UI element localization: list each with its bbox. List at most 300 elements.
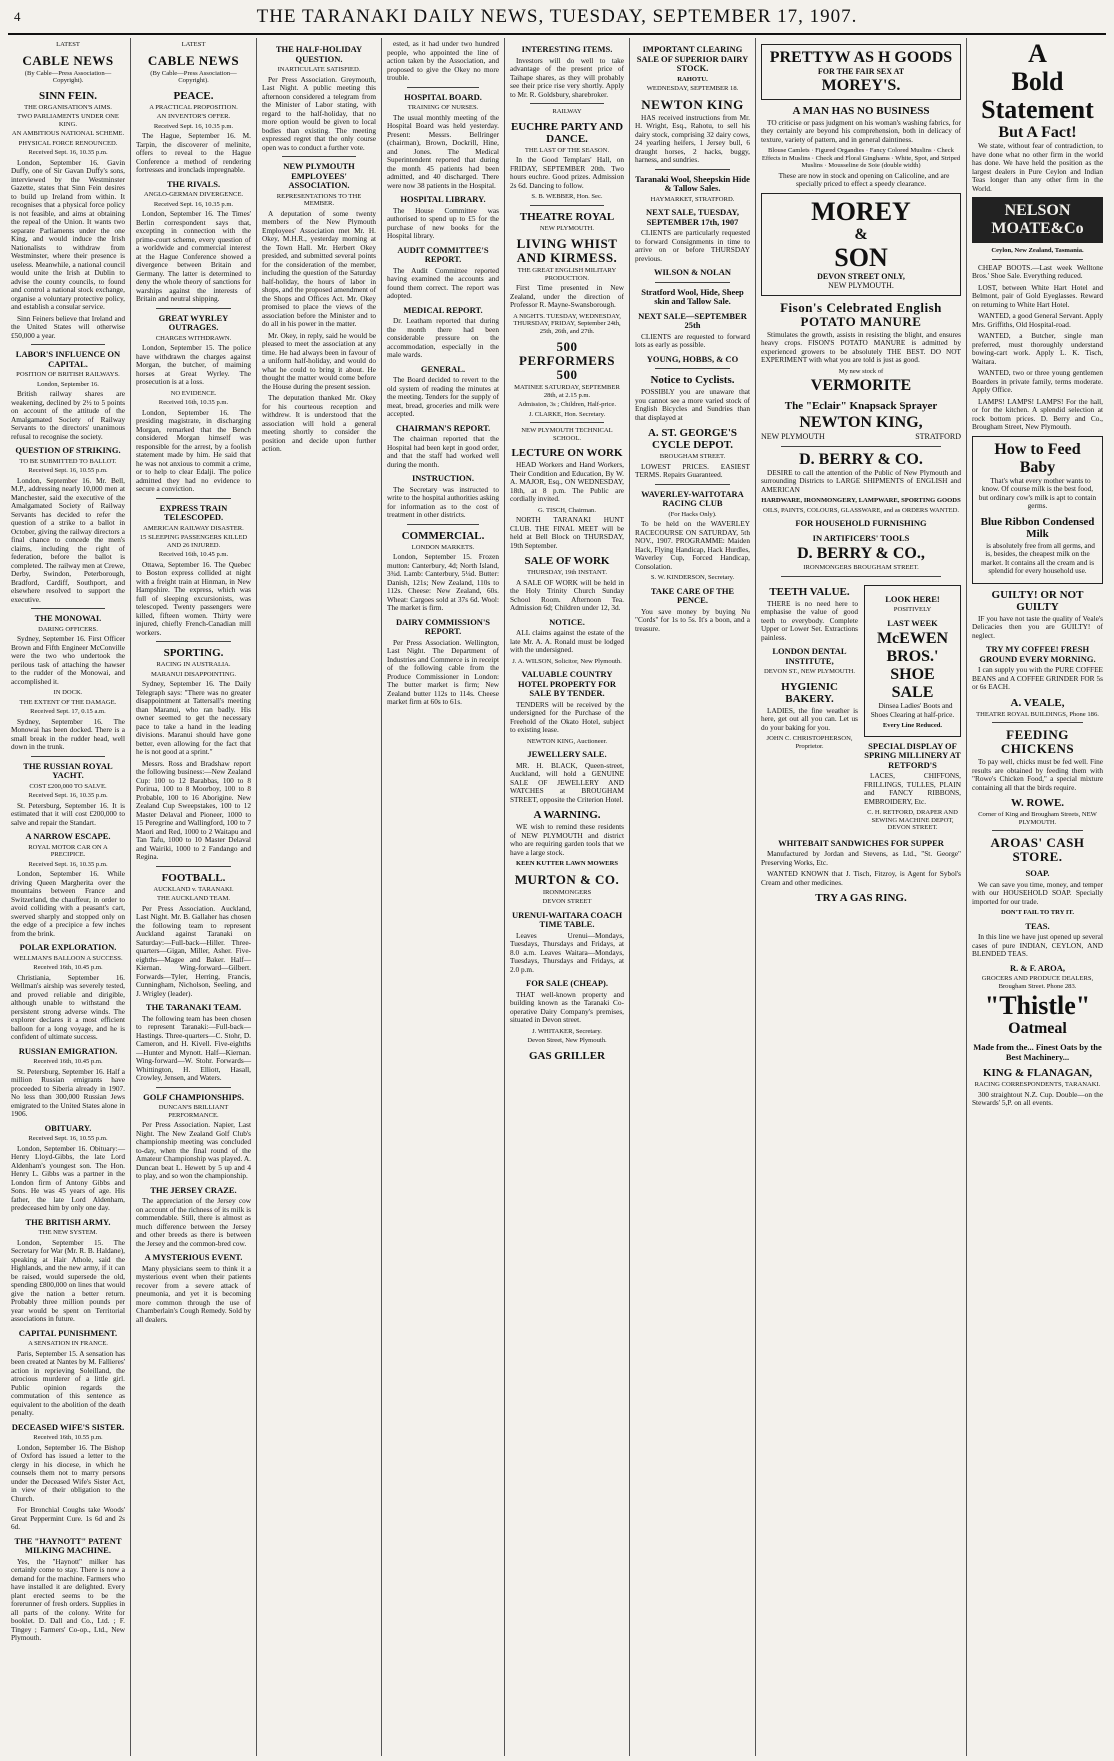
headline: VALUABLE COUNTRY HOTEL PROPERTY FOR SALE BY TENDER. <box>517 669 617 698</box>
signature: NEWTON KING, Auctioneer. <box>526 737 608 745</box>
kicker: LATEST <box>56 41 80 48</box>
subhead: WEDNESDAY, SEPTEMBER 18. <box>646 85 739 92</box>
headline: FOOTBALL. <box>161 871 226 884</box>
subhead: LONDON MARKETS. <box>411 543 475 551</box>
headline: POLAR EXPLORATION. <box>19 942 117 952</box>
headline: THE RUSSIAN ROYAL YACHT. <box>23 760 113 780</box>
article-body: HEAD Workers and Hand Workers, Their Condition and Education, By W. A. MAJOR, Esq., ON WEDNESDAY, 18th, at 8 p.m. The Public are cordially invited. <box>510 460 624 503</box>
headline: DAIRY COMMISSION'S REPORT. <box>395 616 491 636</box>
subhead: HAYMARKET, STRATFORD. <box>650 195 735 203</box>
headline: Taranaki Wool, Sheepskin Hide & Tallow Sales. <box>635 173 750 193</box>
subhead: AMERICAN RAILWAY DISASTER. <box>143 524 244 532</box>
article-body: The Secretary was instructed to write to the hospital authorities asking for information as to the cost of treatment in other districts. <box>387 484 499 519</box>
ad-note: DON'T FAIL TO TRY IT. <box>1001 909 1074 916</box>
advertiser-name: YOUNG, HOBBS, & CO <box>646 353 739 364</box>
ad-address: THEATRE ROYAL BUILDINGS, Phone 186. <box>976 710 1099 718</box>
dateline: Received Sept. 16, 10.35 p.m. <box>153 200 234 208</box>
signature: G. TISCH, Chairman. <box>538 506 596 514</box>
signature: J. A. WILSON, Solicitor, New Plymouth. <box>512 657 622 665</box>
headline: INTERESTING ITEMS. <box>521 44 613 54</box>
ad-address: GROCERS AND PRODUCE DEALERS, Brougham Street. Phone 283. <box>981 975 1094 990</box>
ad-body: These are now in stock and opening on Calicoline, and are specially priced to effect a speedy clearance. <box>778 170 950 188</box>
classified-ad: WANTED, a good General Servant. Apply Mrs. Griffiths, Old Hospital-road. <box>972 311 1103 329</box>
article-body: A deputation of some twenty members of the New Plymouth Employees' Association met Mr. H. Okey, M.H.R., yesterday morning at the Town Hall. Mr. Herbert Okey presided, and submitted several points for the consideration of the member, including the question of the Saturday half-holiday, the hours of labor in shops, and the proposed amendment of the Shops and Offices Act. Mr. Okey promised to place the views of the association before the Minister and to do all in his power in the matter. <box>262 208 376 328</box>
subhead: COST £200,000 TO SALVE. <box>29 782 107 790</box>
ad-town: STRATFORD <box>915 432 961 441</box>
ad-body: THERE is no need here to emphasise the value of good teeth to everybody. Complete Upper or Lower Set. Extractions painless. <box>761 598 858 642</box>
ad-body: Stimulates the growth, assists in resisting the blight, and ensures heavy crops. FISON'S POTATO MANURE is admitted by experienced growers to be absolutely THE BEST. DO NOT EXPERIMENT with what you are told is just as good. <box>761 329 961 364</box>
ad-towns <box>761 432 961 442</box>
headline: HOSPITAL LIBRARY. <box>400 194 486 204</box>
newspaper-title: THE TARANAKI DAILY NEWS, TUESDAY, SEPTEMBER 17, 1907. <box>256 6 858 27</box>
article-body: Ottawa, September 16. The Quebec to Boston express collided at night with a freight train at Hinman, in New Hampshire. The express, which was full of sleeping excursionists, was telescoped. Twenty passengers were killed, fifteen women. Thirty were injured, chiefly French-Canadian mill workers. <box>136 559 251 637</box>
subhead: NEW PLYMOUTH TECHNICAL SCHOOL. <box>521 427 613 442</box>
divider <box>781 576 941 577</box>
article-body: The Board decided to revert to the old system of reading the minutes at the meeting. Tenders for the supply of meat, bread, groceries and milk were accepted. <box>387 375 499 418</box>
subhead: TRAINING OF NURSES. <box>407 104 479 111</box>
address: DEVON STREET <box>542 898 592 905</box>
ad-headline: FEEDING CHICKENS <box>1000 727 1075 756</box>
headline: EUCHRE PARTY AND DANCE. <box>510 120 624 145</box>
ad-brand: R. & F. AROA, <box>1010 962 1065 973</box>
ad-body: DESIRE to call the attention of the Public of New Plymouth and surrounding Districts to LARGE SHIPMENTS of ENGLISH and AMERICAN <box>761 467 961 494</box>
ad-body: Manufactured by Jordan and Stevens, as Ltd., "St. George" Preserving Works, Etc. <box>761 849 961 867</box>
headline: A MYSTERIOUS EVENT. <box>144 1252 243 1262</box>
article-body: To be held on the WAVERLEY RACECOURSE ON SATURDAY, 5th NOV., 1907. PROGRAMME: Maiden Hack, Flying Handicap, Hack Hurdles, Waverley Cup, Forced Handicap, Consolation. <box>635 519 750 571</box>
subhead: (For Hacks Only). <box>668 510 717 518</box>
divider <box>156 498 231 499</box>
divider <box>31 608 105 609</box>
article-body: First Time presented in New Zealand, under the direction of Professor R. Mayne-Swansborough. <box>510 283 624 309</box>
ad-signature: C. H. RETFORD, DRAPER AND SEWING MACHINE DEPOT, DEVON STREET. <box>867 809 958 831</box>
headline: FOR SALE (CHEAP). <box>526 978 608 988</box>
subhead: ANGLO-GERMAN DIVERGENCE. <box>143 191 244 198</box>
headline: Notice to Cyclists. <box>650 374 735 386</box>
divider <box>655 169 730 170</box>
headline: CAPITAL PUNISHMENT. <box>18 1327 118 1338</box>
headline: AUDIT COMMITTEE'S REPORT. <box>397 244 489 264</box>
dateline: Received Sept. 16, 10.35 p.m. <box>28 860 108 868</box>
article-body: London, September 16. The Times' Berlin correspondent says that, excepting in connection with the prime-court scheme, every question of a worldwide and commercial interest at the Hague Conference showed a divergence between Britain and Germany. The latter is determined to deny the whole theory of sanctions for warships against the interests of Britain and neutral shipping. <box>136 209 251 303</box>
article-body: London, September 16. Gavin Duffy, one of Sir Gavan Duffy's sons, interviewed by the Westminster Gazette, states that Sinn Fein desires to build up Ireland from within. It recognises that a physical force policy is not feasible, and aims at obtaining the repeal of the Union. It wants two separate Parliaments under the one King, and would induce the Irish Nationalists to withdraw from Westminster, where their presence is useless. Meanwhile, a national council would unite the Irish at Dublin to advise the county councils, to found and control a national stock exchange, organise a voluntary protective policy, and establish a consular service. <box>11 157 125 311</box>
dateline: Received 16th, 10.55 p.m. <box>33 1434 103 1441</box>
subhead: WELLMAN'S BALLOON A SUCCESS. <box>13 954 123 962</box>
ad-brand: "Thistle" <box>984 991 1091 1020</box>
masthead <box>0 0 1114 34</box>
ad-subline: SOAP. <box>1025 868 1050 878</box>
subhead: AUCKLAND v. TARANAKI. <box>153 885 234 893</box>
headline: LIVING WHIST AND KIRMESS. <box>516 236 618 265</box>
headline: OBITUARY. <box>44 1122 92 1133</box>
article-body: TENDERS will be received by the undersigned for the Purchase of the Freehold of the Okato Hotel, subject to existing lease. <box>510 699 624 734</box>
advertiser-name: WILSON & NOLAN <box>654 267 731 277</box>
article-body: Dr. Leatham reported that during the month there had been considerable pressure on the accommodation, especially in the male wards. <box>387 316 499 359</box>
article-body: The Hague, September 16. M. Tarpin, the discoverer of melinite, offers to reveal to the Hague Conference a method of rendering fortresses and ironclads impregnable. <box>136 131 251 174</box>
subhead: MARANUI DISAPPOINTING. <box>151 670 236 678</box>
ad-note: Every Line Reduced. <box>882 722 943 729</box>
article-body: Christiania, September 16. Wellman's airship was severely tested, and proved reliable and dirigible, although unable to withstand the persistent strong adverse winds. The explorer declares it a most efficient balloon for a long voyage, and he is confident of ultimate success. <box>11 972 125 1041</box>
credit: (By Cable—Press Association—Copyright). <box>24 69 112 84</box>
subhead: TWO PARLIAMENTS UNDER ONE KING. <box>17 113 119 128</box>
dateline: Received Sept. 16, 10.55 p.m. <box>28 467 108 474</box>
subhead: THE NEW SYSTEM. <box>38 1229 98 1236</box>
classified-ad: CHEAP BOOTS.—Last week Welltone Bros.' Shoe Sale. Everything reduced. <box>972 262 1103 280</box>
dateline: Received 16th, 10.45 p.m. <box>33 1058 103 1065</box>
ad-list: Blouse Camlets · Figured Organdies · Fancy Colored Muslins · Check Effects in Muslins · Check and Floral Ginghams · White, Spot, and Striped Muslins · Mousseline de Soie (double width) <box>761 147 961 169</box>
ad-headline: TRY A GAS RING. <box>815 892 907 904</box>
headline: THE "HAYNOTT" PATENT MILKING MACHINE. <box>14 1535 122 1555</box>
ad-headline: IN ARTIFICERS' TOOLS <box>812 532 910 543</box>
classified-ad: WANTED, a Butcher, single man preferred, must thoroughly understand bowing-cart work. Apply L. K. Tisch, Waitara. <box>972 331 1103 366</box>
ad-headline: LAST WEEK <box>887 617 938 628</box>
headline: CHAIRMAN'S REPORT. <box>395 422 491 433</box>
divider <box>156 1087 231 1088</box>
article-body: Investors will do well to take advantage of the present price of Taihape shares, as they will probably see their price rise very shortly. Apply to Mr. R. Goldsbury, sharebroker. <box>510 55 624 99</box>
ad-row <box>761 581 961 834</box>
subhead: NEW PLYMOUTH. <box>539 224 595 232</box>
ad-body: LADIES, the fine weather is here, get out all you can. Let us do your baking for you. <box>761 705 858 732</box>
ad-headline: AROAS' CASH STORE. <box>990 835 1085 864</box>
article-body: LOWEST PRICES. EASIEST TERMS. Repairs Guaranteed. <box>635 461 750 479</box>
headline: SPORTING. <box>163 647 224 659</box>
ad-brand: Oatmeal <box>1008 1020 1067 1037</box>
headline: SALE OF WORK <box>524 555 610 567</box>
article-body: ALL claims against the estate of the late Mr. A. A. Ronald must be lodged with the undersigned. <box>510 628 624 654</box>
dateline: London, September 16. <box>37 380 99 388</box>
divider <box>156 308 231 309</box>
subhead: ROYAL MOTOR CAR ON A PRECIPICE. <box>28 843 108 858</box>
headline: EXPRESS TRAIN TELESCOPED. <box>159 502 228 522</box>
subhead: 15 SLEEPING PASSENGERS KILLED AND 26 INJURED. <box>139 534 248 549</box>
headline: THE JERSEY CRAZE. <box>150 1184 237 1195</box>
article-body: London, September 15. The police have withdrawn the charges against Morgan, the butcher, of maiming horses at Great Wyrley. The prosecution is at a loss. <box>136 343 251 386</box>
headline: GAS GRILLER <box>528 1049 606 1062</box>
ad-body: To pay well, chicks must be fed well. Fine results are obtained by feeding them with "Rowe's Chicken Food," a special mixture containing all that the birds require. <box>972 757 1103 792</box>
headline: PEACE. <box>173 89 214 102</box>
article-body: The usual monthly meeting of the Hospital Board was held yesterday. Present: Messrs. Bellringer (chairman), Brown, Dockrill, Hine, and Jones. The Medical Superintendent reported that during the month 45 patients had been admitted, and 40 discharged. There were now 38 patients in the Hospital. <box>387 112 499 190</box>
ad-body: Dinsea Ladies' Boots and Shoes Clearing at half-price. <box>870 701 955 719</box>
ad-headline: LOOK HERE! <box>885 593 940 604</box>
address: Devon Street, New Plymouth. <box>527 1037 607 1044</box>
ad-column-left <box>761 581 858 834</box>
headline: THEATRE ROYAL <box>519 210 615 223</box>
headline: THE HALF-HOLIDAY QUESTION. <box>275 44 363 64</box>
ad-brand: McEWEN BROS.' <box>876 630 949 665</box>
subhead: IRONMONGERS <box>542 888 592 896</box>
ad-subline: TEAS. <box>1025 920 1050 931</box>
article-body: Mr. Okey, in reply, said he would be pleased to meet the association at any time. He had always been in favour of a uniform half-holiday, and would do what he could to bring it about. He thought the matter would come before the House during the present session. <box>262 330 376 391</box>
headline: MEDICAL REPORT. <box>403 304 483 315</box>
ad-headline: A <box>1028 39 1047 68</box>
divider <box>156 641 231 642</box>
classified-ad: LOST, between White Hart Hotel and Belmont, pair of Gold Eyeglasses. Reward on returning to White Hart Hotel. <box>972 282 1103 309</box>
headline: JEWELLERY SALE. <box>527 749 607 759</box>
subhead: PHYSICAL FORCE RENOUNCED. <box>18 139 118 147</box>
ad-column-right <box>864 581 961 834</box>
subhead: NO EVIDENCE. <box>170 389 217 397</box>
signature: J. CLARKE, Hon. Secretary. <box>528 410 606 418</box>
headline: THE MONOWAI. <box>34 613 102 623</box>
article-body: Paris, September 15. A sensation has been created at Nantes by M. Fallieres' action in reprieving Soleilland, the atrocious murderer of a little girl. Public opinion regards the commutation of this sentence as equivalent to the abolition of the death penalty. <box>11 1348 125 1417</box>
column-4 <box>382 38 505 1756</box>
article-body: Per Press Association. Wellington, Last Night. The Department of Industries and Commerce is in receipt of the following cable from the Produce Commissioner in London: The butter market is firm; New Zealand butter 112s to 114s. Cheese market firm at 60s to 61s. <box>387 637 499 706</box>
headline: WAVERLEY-WAITOTARA RACING CLUB <box>641 488 744 508</box>
divider <box>655 368 730 369</box>
ad-box <box>761 44 961 100</box>
headline: TAKE CARE OF THE PENCE. <box>650 585 735 605</box>
article-body: ested, as it had under two hundred people, who appointed the line of action taken by the Association, and proposed to give the Okey no more trouble. <box>387 39 499 82</box>
divider <box>992 830 1083 831</box>
subhead: CHARGES WITHDRAWN. <box>155 334 232 342</box>
headline: LABOR'S INFLUENCE ON CAPITAL. <box>15 349 121 369</box>
advertiser-name: NEWTON KING <box>641 96 744 112</box>
ad-address: DEVON STREET ONLY, <box>817 271 905 281</box>
headline: GOLF CHAMPIONSHIPS. <box>143 1091 244 1102</box>
ad-brand: VERMORITE <box>810 377 912 394</box>
column-6 <box>630 38 756 1756</box>
column-1 <box>6 38 131 1756</box>
article-body: HAS received instructions from Mr. H. Wright, Esq., Rahotu, to sell his dairy stock, comprising 32 dairy cows, 24 yearling heifers, 1 Jersey bull, 6 draught horses, 2 hacks, buggy, harness, and sundries. <box>635 112 750 164</box>
headline: QUESTION OF STRIKING. <box>15 445 121 455</box>
nelson-moate-logo: NELSON MOATE&Co <box>991 202 1084 237</box>
divider <box>282 156 356 157</box>
article-body: London, September 16. Mr. Bell, M.P., addressing nearly 10,000 men at Manchester, said the executive of the Amalgamated Society of Railway Servants has decided to refer the question of a strike to a ballot in October, giving the railway directors a final chance to concede the men's claims, including the right of federation, before the ballot is completed. The railway men at Crewe, Derby, Swindon, Peterborough, Bradford, Cardiff, Southport, and elsewhere resolved to support the executive. <box>11 475 125 604</box>
headline: NEW PLYMOUTH EMPLOYEES' ASSOCIATION. <box>283 161 355 190</box>
subhead: TO BE SUBMITTED TO BALLOT. <box>19 457 117 465</box>
ad-address: DEVON ST., NEW PLYMOUTH. <box>763 668 856 675</box>
headline: DECEASED WIFE'S SISTER. <box>11 1421 125 1432</box>
masthead-rule <box>8 33 1106 35</box>
article-body: Sydney, September 16. First Officer Brown and Fifth Engineer McConville were the two who undertook the perilous task of attaching the hawser to the rudder of the Monowai, and accomplished it. <box>11 634 125 686</box>
ad-address: NEW PLYMOUTH. <box>828 281 894 290</box>
subhead: IN DOCK. <box>53 689 83 696</box>
ad-advertiser: NEWTON KING, <box>799 414 923 431</box>
divider <box>530 205 604 206</box>
subhead: THE ORGANISATION'S AIMS. <box>24 103 112 111</box>
subhead: KEEN KUTTER LAWN MOWERS <box>515 860 619 867</box>
ad-brand: D. BERRY & CO., <box>797 545 925 562</box>
ad-brand: W. ROWE. <box>1010 797 1065 809</box>
dateline: Received Sept. 16, 10.35 p.m. <box>153 122 234 130</box>
kicker: LATEST <box>181 41 206 48</box>
subhead: THE EXTENT OF THE DAMAGE. <box>19 698 117 706</box>
ad-brand: & <box>854 225 868 243</box>
article-body: CLIENTS are requested to forward lots as early as possible. <box>635 331 750 349</box>
article-body: Many physicians seem to think it a mysterious event when their patients recover from a severe attack of pneumonia, and yet it is becoming more common through the use of Chamberlain's Cough Remedy. Sold by all dealers. <box>136 1263 251 1324</box>
subhead: THE AUCKLAND TEAM. <box>157 895 230 902</box>
dateline: Received 16th, 10.45 p.m. <box>33 964 103 971</box>
article-body: The House Committee was authorised to spend up to £5 for the purchase of new books for the Hospital library. <box>387 205 499 240</box>
ad-headline: How to Feed Baby <box>994 440 1081 476</box>
ad-body: 300 straightout N.Z. Cup. Double—on the Stewards' 5,P. on all events. <box>972 1089 1103 1107</box>
article-body: THAT well-known property and building known as the Taranaki Co-operative Dairy Company's premises, situated in Devon street. <box>510 989 624 1024</box>
section-heading: CABLE NEWS <box>22 52 114 68</box>
headline: THE TARANAKI TEAM. <box>145 1002 242 1012</box>
ad-headline: Statement <box>981 95 1094 124</box>
headline: INSTRUCTION. <box>411 473 475 483</box>
ad-body: In this line we have just opened up several cases of pure INDIAN, CEYLON, AND BLENDED TEAS. <box>972 932 1103 958</box>
article-body: London, September 15. The Secretary for War (Mr. R. B. Haldane), speaking at Hair Athole, said the Highlands, and the new army, if it can be raised, would supersede the old, spending £800,000 on lines that would give the nation a better return. Probably three million pounds per year would be spent on Territorial associations in future. <box>11 1237 125 1323</box>
subhead: A SENSATION IN FRANCE. <box>28 1340 108 1347</box>
divider <box>31 756 105 757</box>
article-body: The deputation thanked Mr. Okey for his courteous reception and withdrew. It is understood that the association will hold a general meeting shortly to consider the position and decide upon further action. <box>262 393 376 453</box>
subhead: AN AMBITIOUS NATIONAL SCHEME. <box>11 130 125 137</box>
subhead: Admission, 3s ; Children, Half-price. <box>518 401 616 408</box>
ad-subline: But A Fact! <box>998 124 1077 141</box>
article-body: The chairman reported that the Hospital had been kept in good order, and that the staff had worked well during the month. <box>387 434 499 469</box>
article-body: London, September 15. Frozen mutton: Canterbury, 4d; North Island, 3¾d. Lamb: Canterbury, 5¼d. Butter: Danish, 121s; New Zealand, 110s to 112s. Cheese: New Zealand, 60s. Wheat: Cargoes sold at 37s 6d. Wool: The market is firm. <box>387 552 499 612</box>
ad-body: That's what every mother wants to know. Of course milk is the best food, but ordinary cow's milk is apt to contain germs. <box>978 475 1097 510</box>
headline: A WARNING. <box>533 809 601 821</box>
column-7 <box>756 38 967 1756</box>
ad-brand: MOREY'S. <box>821 76 901 94</box>
article-body: The appreciation of the Jersey cow on account of the richness of its milk is commendable. Still, there is almost as much difference between the Jersey and other breeds as there is between the Jersey and the common-bred cow. <box>136 1196 251 1248</box>
classified-ad: LAMPS! LAMPS! LAMPS! For the hall, or for the kitchen. A splendid selection at rock bottom prices. D. Berry and Co., Brougham Street, New Plymouth. <box>972 396 1103 431</box>
subhead: RAHOTU. <box>677 75 708 83</box>
article-body: Messrs. Ross and Bradshaw report the following business:—New Zealand Cup: 100 to 12 Barabbas, 100 to 8 Porirua, 100 to 8 Moorboy, 100 to 8 Probable, 100 to 16 Aborigine. New Zealand Cup Sweepstakes, 100 to 12 Master Delaval and Pioneer, 1000 to 15 Peregrine and Wallingford, 100 to 7 Maori and Red, 1000 to 2 Waitapu and Tan Tafu, 1000 to 10 Master Delaval and Wairiki, 1000 to 2 Fandango and Regina. <box>136 758 251 861</box>
credit: (By Cable—Press Association—Copyright). <box>150 69 237 84</box>
ad-body: WANTED KNOWN that J. Tisch, Fitzroy, is Agent for Sybol's Cream and other medicines. <box>761 869 961 887</box>
headline: A NARROW ESCAPE. <box>25 831 111 841</box>
ad-headline: TRY MY COFFEE! FRESH GROUND EVERY MORNING. <box>979 644 1096 664</box>
columns <box>6 38 1108 1756</box>
ad-headline: SPECIAL DISPLAY OF SPRING MILLINERY AT RETFORD'S <box>864 740 961 770</box>
article-body: POSSIBLY you are unaware that you cannot see a more varied stock of English Bicycles and Sundries than that displayed at <box>635 387 750 422</box>
article-body: London, September 16. While driving Queen Margherita over the mountains between France and Switzerland, the chauffeur, in order to avoid colliding with a peasant's cart, swerved sharply and stopped only on the edge of a precipice a few inches from the brink. <box>11 869 125 938</box>
article-body: Per Press Association. Auckland, Last Night. Mr. B. Gallaher has chosen the following team to represent Auckland against Taranaki on Saturday:—Full-back—Hiller. Three-quarters—Gigan, Miller, Asher. Five-eighths—Magee and Baker. Half—Kiernan. Wing-forward—Gilbert. Forwards—Tyler, Herring, Francis, Cunningham, Nicholson, Seeling, and J. Wrigley (leader). <box>136 903 251 998</box>
address: BROUGHAM STREET. <box>659 453 726 460</box>
divider <box>407 524 479 525</box>
ad-body: We can save you time, money, and temper with our HOUSEHOLD SOAP. Specially imported for our trade. <box>972 879 1103 906</box>
headline: SINN FEIN. <box>38 89 98 102</box>
ad-subline: Made from the... Finest Oats by the Best Machinery... <box>973 1042 1102 1062</box>
subhead: DARING OFFICERS. <box>38 625 98 633</box>
article-body: Sinn Feiners believe that Ireland and the United States will otherwise £50,000 a year. <box>11 313 125 340</box>
ad-subline: FOR THE FAIR SEX AT <box>817 67 905 76</box>
ad-body: IF you have not taste the quality of Veale's Delicacies then you are GUILTY! of neglect. <box>972 613 1103 640</box>
article-body: In the Good Templars' Hall, on FRIDAY, SEPTEMBER 20th. Two hours euchre. Good prizes. Admission 2s 6d. Dancing to follow. <box>510 155 624 190</box>
dateline: Received Sept. 16, 10.35 p.m. <box>28 792 108 799</box>
article-body: British railway shares are weakening, declined by 2½ to 5 points on account of the attitude of the Amalgamated Society of Railway Servants to the directors' unanimous refusal to recognise the society. <box>11 389 125 441</box>
article-body: London, September 16. The presiding magistrate, in discharging Morgan, remarked that the Bench considered Morgan himself was responsible for the arrest, by a foolish statement made by him. He said that he was not anxious to commit a crime, or to help to clear Edalji. The police admitted they had no evidence to secure a conviction. <box>136 407 251 493</box>
headline: GENERAL. <box>420 363 466 374</box>
ad-subline: Ceylon, New Zealand, Tasmania. <box>991 247 1084 254</box>
subhead: THURSDAY, 19th INSTANT. <box>527 569 607 576</box>
subhead: THE LAST OF THE SEASON. <box>524 146 610 154</box>
headline: A. ST. GEORGE'S CYCLE DEPOT. <box>647 427 738 451</box>
divider <box>31 344 105 345</box>
ad-subline: HARDWARE, IRONMONGERY, LAMPWARE, SPORTING GOODS <box>761 497 961 504</box>
headline: LECTURE ON WORK <box>511 447 623 459</box>
ad-headline: GUILTY! OR NOT GUILTY <box>991 588 1084 613</box>
ad-body: I can supply you with the PURE COFFEE BEANS and A COFFEE GRINDER FOR 5s or 6s EACH. <box>972 665 1103 691</box>
column-2 <box>131 38 257 1756</box>
article-body: Sydney, September 16. The Daily Telegraph says: "There was no greater disappointment at Tattersall's meeting than Maranui, who ran badly. His owner seemed to get the necessary pace to take a hand in the leading divisions. Maranui should have gone better, even allowing for the fact that he is not good at a sprint." <box>136 679 251 756</box>
article-body: The Audit Committee reported having examined the accounts and found them correct. The report was adopted. <box>387 265 499 300</box>
signature: S. B. WEBBER, Hon. Sec. <box>531 193 603 200</box>
ad-address: Corner of King and Brougham Streets, NEW PLYMOUTH. <box>978 811 1097 826</box>
ad-brand: MOREY <box>811 196 911 226</box>
article-body: WE wish to remind these residents of NEW PLYMOUTH and district who are requiring garden tools that we have a large stock. <box>510 822 624 857</box>
ad-subline: OILS, PAINTS, COLOURS, GLASSWARE, and as ORDERS WANTED. <box>763 506 959 514</box>
headline: Stratford Wool, Hide, Sheep skin and Tallow Sale. <box>641 286 744 306</box>
article-body: Yes, the "Haynott" milker has certainly come to stay. There is now a demand for the machine. Farmers who have installed it are delighted. Every plant erected seems to be the forerunner of fresh orders. Supplies in all parts of the colony. Write for booklet. D. Dall and Co., Ltd. ; F. Tingey ; Farmers' Co-op., Ltd., New Plymouth. <box>11 1556 125 1642</box>
headline: COMMERCIAL. <box>401 529 485 542</box>
subhead: DUNCAN'S BRILLIANT PERFORMANCE. <box>158 1104 229 1119</box>
article-body: Per Press Association. Greymouth, Last Night. A public meeting this afternoon considered a telegram from the Minister of Labor stating, with regard to the half-holiday, that no more option would be given to local bodies than existing. The meeting expressed regret that the only course open was to conduct a further vote. <box>262 74 376 152</box>
ad-brand: KING & FLANAGAN, <box>982 1067 1093 1079</box>
subhead: THE GREAT ENGLISH MILITARY PRODUCTION. <box>517 267 617 282</box>
article-body: MR. H. BLACK, Queen-street, Auckland, will hold a GENUINE SALE OF JEWELLERY AND WATCHES at BROUGHAM STREET, opposite the Criterion Hotel. <box>510 760 624 804</box>
column-3 <box>257 38 382 1756</box>
column-5 <box>505 38 630 1756</box>
dateline: Received Sept. 16, 10.55 p.m. <box>28 1135 108 1142</box>
ad-subline: POSITIVELY <box>893 606 932 613</box>
headline: GREAT WYRLEY OUTRAGES. <box>158 312 229 332</box>
subhead: RAILWAY <box>552 108 582 115</box>
ad-town: NEW PLYMOUTH <box>761 432 825 441</box>
article-body: CLIENTS are particularly requested to forward Consignments in time to arrive on or before THURSDAY previous. <box>635 228 750 263</box>
subhead: A NIGHTS. TUESDAY, WEDNESDAY, THURSDAY, FRIDAY, September 24th, 25th, 26th, and 27th. <box>513 312 621 335</box>
article-body: NORTH TARANAKI HUNT CLUB. THE FINAL MEET will be held at Bell Block on THURSDAY, 19th September. <box>510 515 624 550</box>
headline: NEXT SALE, TUESDAY, SEPTEMBER 17th, 1907 <box>645 207 740 227</box>
ad-headline: WHITEBAIT SANDWICHES FOR SUPPER <box>778 837 944 848</box>
ad-headline: PRETTYW AS H GOODS <box>769 49 953 66</box>
ad-brand: D. BERRY & CO. <box>799 450 923 468</box>
ad-box <box>864 585 961 737</box>
ad-box <box>761 193 961 296</box>
subhead: RACING IN AUSTRALIA. <box>156 661 231 668</box>
dateline: Received 16th, 10.45 p.m. <box>158 551 229 558</box>
ad-headline: SHOE SALE <box>890 666 935 701</box>
subhead: MATINEE SATURDAY, SEPTEMBER 28th, at 2.15 p.m. <box>514 384 620 399</box>
ad-logo <box>972 197 1103 243</box>
headline: HOSPITAL BOARD. <box>404 91 482 102</box>
ad-box <box>972 436 1103 584</box>
ad-headline: A MAN HAS NO BUSINESS <box>792 104 930 117</box>
divider <box>530 103 604 104</box>
column-8 <box>967 38 1108 1756</box>
divider <box>655 282 730 283</box>
section-heading: CABLE NEWS <box>147 52 240 68</box>
classified-ad: WANTED, two or three young gentlemen Boarders in private family, terms moderate. Apply Office. <box>972 368 1103 394</box>
ad-brand: A. VEALE, <box>1010 696 1065 709</box>
signature: J. WHITAKER, Secretary. <box>532 1027 602 1035</box>
ad-address: IRONMONGERS BROUGHAM STREET. <box>803 564 919 571</box>
page-number-left: 4 <box>14 9 21 24</box>
headline: NOTICE. <box>549 616 585 627</box>
headline: 500 PERFORMERS 500 <box>519 339 615 382</box>
ad-body: LACES, CHIFFONS, FRILLINGS, TULLES, PLAIN and FANCY RIBBONS, EMBROIDERY, Etc. <box>864 771 961 806</box>
ad-signature: JOHN C. CHRISTOPHERSON, Proprietor. <box>766 735 853 750</box>
article-body: Per Press Association. Napier, Last Night. The New Zealand Golf Club's championship meeting was concluded to-day, when the final round of the Amateur Championship was played. A. Duncan beat L. Hewett by 5 up and 4 to play, and so won the championship. <box>136 1120 251 1180</box>
headline: URENUI-WAITARA COACH TIME TABLE. <box>511 909 623 929</box>
ad-brand: SON <box>834 242 888 272</box>
signature: S. W. KINDERSON, Secretary. <box>650 574 735 581</box>
subhead: INARTICULATE SATISFIED. <box>277 66 361 73</box>
dateline: Received 16th, 10.35 p.m. <box>158 399 229 406</box>
divider <box>992 259 1083 260</box>
ad-headline: FOR HOUSEHOLD FURNISHING <box>795 518 927 528</box>
divider <box>781 446 941 447</box>
subhead: POSITION OF BRITISH RAILWAYS. <box>16 371 120 378</box>
article-body: Leaves Urenui—Mondays, Tuesdays, Thursdays and Fridays, at 8.0 a.m. Leaves Waitara—Mondays, Tuesdays, Thursdays and Fridays, at 2.0 p.m. <box>510 930 624 974</box>
ad-headline: TEETH VALUE. <box>769 585 850 598</box>
article-body: You save money by buying Nu "Cords" for 1s to 5s. It's a boon, and a treasure. <box>635 606 750 633</box>
ad-headline: Bold <box>1011 67 1064 96</box>
ad-headline: The "Eclair" Knapsack Sprayer <box>784 400 938 412</box>
divider <box>407 87 479 88</box>
